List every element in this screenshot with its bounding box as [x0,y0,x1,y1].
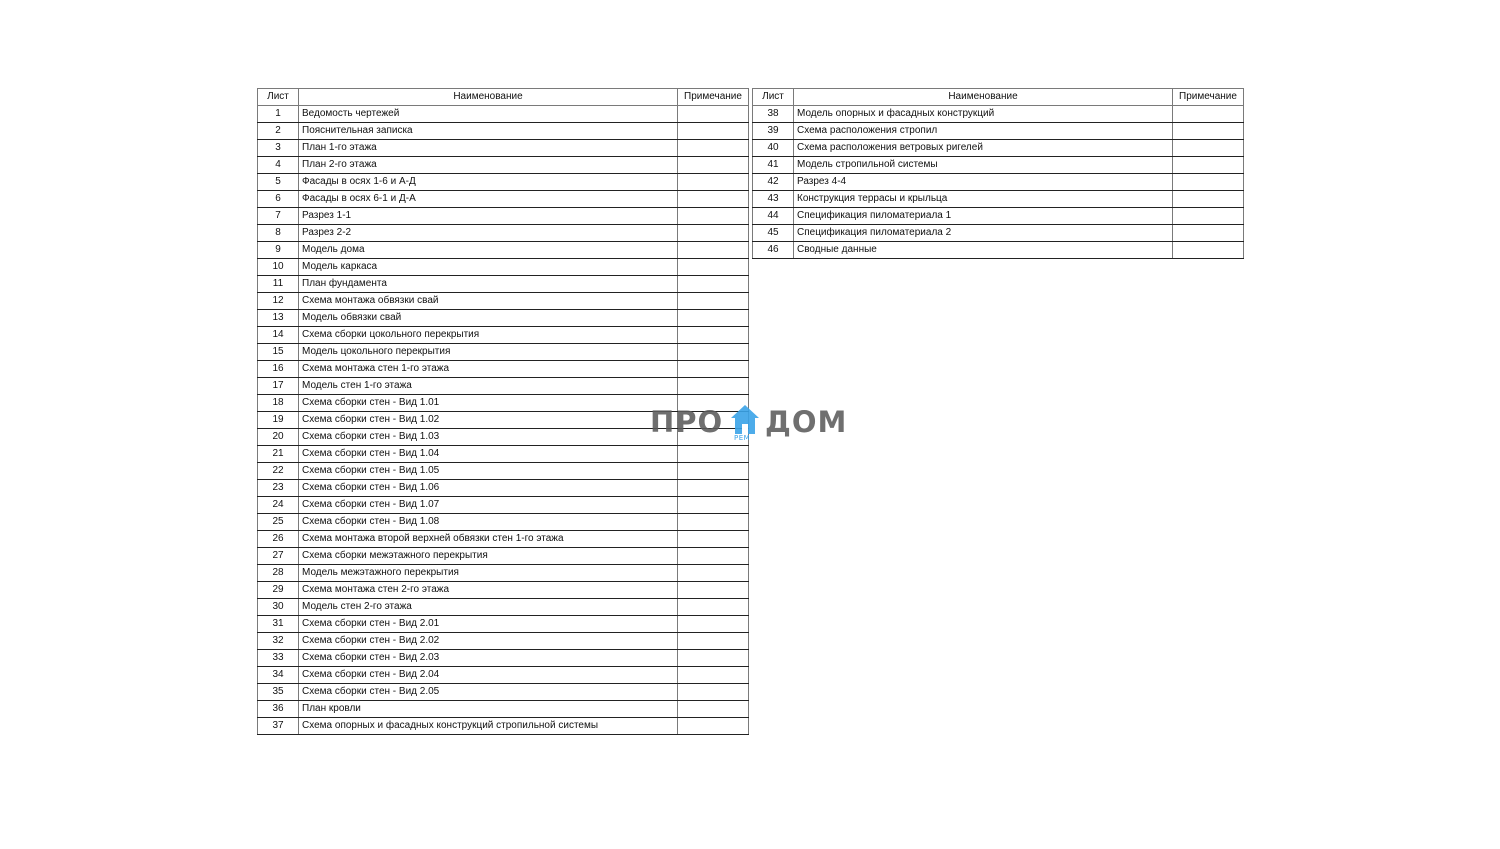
table-row [258,633,749,650]
table-row [258,123,749,140]
table-row [258,344,749,361]
sheet-name-cell: Схема сборки стен - Вид 1.04 [299,446,678,463]
table-row [258,718,749,735]
note-cell [678,463,749,480]
table-row [258,446,749,463]
table-row [258,531,749,548]
note-cell [678,106,749,123]
sheet-number-cell: 19 [258,412,299,429]
sheet-number-cell: 7 [258,208,299,225]
table-row [258,310,749,327]
sheet-name-cell: Схема расположения ветровых ригелей [794,140,1173,157]
sheet-name-cell: План фундамента [299,276,678,293]
sheet-name-cell: Модель стен 2-го этажа [299,599,678,616]
note-cell [678,684,749,701]
note-cell [678,599,749,616]
sheet-number-cell: 44 [753,208,794,225]
watermark-text-right: ДОМ [765,405,848,439]
column-header-name: Наименование [299,89,678,106]
table-row [258,599,749,616]
table-row [258,463,749,480]
sheet-name-cell: Схема сборки стен - Вид 2.05 [299,684,678,701]
note-cell [678,259,749,276]
table-row [258,684,749,701]
sheet-name-cell: Пояснительная записка [299,123,678,140]
sheet-number-cell: 31 [258,616,299,633]
sheet-number-cell: 10 [258,259,299,276]
note-cell [678,361,749,378]
table-row [258,616,749,633]
sheet-name-cell: Схема сборки стен - Вид 1.07 [299,497,678,514]
note-cell [1173,242,1244,259]
sheet-name-cell: План 2-го этажа [299,157,678,174]
sheet-name-cell: План 1-го этажа [299,140,678,157]
watermark-subtext: РЕМ [734,434,751,442]
sheet-name-cell: Схема монтажа второй верхней обвязки стен 1-го этажа [299,531,678,548]
sheet-name-cell: Схема монтажа обвязки свай [299,293,678,310]
note-cell [1173,140,1244,157]
sheet-number-cell: 41 [753,157,794,174]
sheet-name-cell: Схема сборки цокольного перекрытия [299,327,678,344]
sheet-name-cell: Разрез 1-1 [299,208,678,225]
sheet-name-cell: Схема сборки стен - Вид 1.01 [299,395,678,412]
watermark-logo [648,403,850,447]
sheet-number-cell: 27 [258,548,299,565]
sheet-name-cell: Схема сборки межэтажного перекрытия [299,548,678,565]
sheet-number-cell: 34 [258,667,299,684]
sheet-name-cell: Схема монтажа стен 1-го этажа [299,361,678,378]
sheet-number-cell: 17 [258,378,299,395]
column-header-name: Наименование [794,89,1173,106]
sheet-name-cell: Спецификация пиломатериала 1 [794,208,1173,225]
sheet-name-cell: Схема сборки стен - Вид 1.05 [299,463,678,480]
sheet-name-cell: Разрез 4-4 [794,174,1173,191]
table-row [258,191,749,208]
note-cell [1173,208,1244,225]
sheet-name-cell: Модель цокольного перекрытия [299,344,678,361]
table-row [753,174,1244,191]
table-row [753,106,1244,123]
sheet-name-cell: Фасады в осях 1-6 и А-Д [299,174,678,191]
sheet-number-cell: 2 [258,123,299,140]
sheet-name-cell: Схема монтажа стен 2-го этажа [299,582,678,599]
sheet-name-cell: Модель дома [299,242,678,259]
note-cell [1173,157,1244,174]
sheet-name-cell: План кровли [299,701,678,718]
table-row [753,123,1244,140]
table-row [753,191,1244,208]
note-cell [678,531,749,548]
note-cell [1173,225,1244,242]
sheet-name-cell: Модель стропильной системы [794,157,1173,174]
sheet-number-cell: 3 [258,140,299,157]
note-cell [1173,174,1244,191]
sheet-number-cell: 21 [258,446,299,463]
sheet-number-cell: 1 [258,106,299,123]
note-cell [678,276,749,293]
note-cell [678,701,749,718]
table-header-row [258,89,749,106]
drawings-list-table-right [752,88,1244,259]
note-cell [678,157,749,174]
sheet-number-cell: 36 [258,701,299,718]
note-cell [678,548,749,565]
sheet-name-cell: Конструкция террасы и крыльца [794,191,1173,208]
note-cell [678,344,749,361]
sheet-number-cell: 24 [258,497,299,514]
sheet-number-cell: 42 [753,174,794,191]
sheet-number-cell: 38 [753,106,794,123]
sheet-number-cell: 32 [258,633,299,650]
table-row [258,565,749,582]
table-row [258,327,749,344]
sheet-number-cell: 26 [258,531,299,548]
table-row [258,259,749,276]
note-cell [678,616,749,633]
sheet-number-cell: 18 [258,395,299,412]
sheet-name-cell: Модель опорных и фасадных конструкций [794,106,1173,123]
sheet-number-cell: 13 [258,310,299,327]
sheet-name-cell: Схема сборки стен - Вид 2.01 [299,616,678,633]
sheet-number-cell: 43 [753,191,794,208]
sheet-number-cell: 9 [258,242,299,259]
table-row [753,157,1244,174]
sheet-name-cell: Схема сборки стен - Вид 1.02 [299,412,678,429]
sheet-number-cell: 28 [258,565,299,582]
table-row [258,157,749,174]
sheet-name-cell: Разрез 2-2 [299,225,678,242]
sheet-name-cell: Модель каркаса [299,259,678,276]
note-cell [678,174,749,191]
sheet-number-cell: 33 [258,650,299,667]
table-row [258,480,749,497]
note-cell [678,514,749,531]
table-row [258,361,749,378]
table-row [753,208,1244,225]
note-cell [678,208,749,225]
sheet-number-cell: 5 [258,174,299,191]
sheet-number-cell: 23 [258,480,299,497]
sheet-number-cell: 25 [258,514,299,531]
sheet-number-cell: 12 [258,293,299,310]
table-row [753,140,1244,157]
sheet-name-cell: Ведомость чертежей [299,106,678,123]
table-row [258,293,749,310]
note-cell [678,242,749,259]
sheet-number-cell: 35 [258,684,299,701]
sheet-name-cell: Схема сборки стен - Вид 2.02 [299,633,678,650]
sheet-number-cell: 22 [258,463,299,480]
table-row [258,276,749,293]
table-row [258,548,749,565]
sheet-name-cell: Схема опорных и фасадных конструкций стропильной системы [299,718,678,735]
table-row [258,378,749,395]
watermark-text-left: ПРО [650,405,724,439]
sheet-number-cell: 37 [258,718,299,735]
sheet-name-cell: Модель стен 1-го этажа [299,378,678,395]
table-header-row [753,89,1244,106]
note-cell [678,633,749,650]
note-cell [678,497,749,514]
sheet-number-cell: 30 [258,599,299,616]
sheet-number-cell: 29 [258,582,299,599]
sheet-number-cell: 15 [258,344,299,361]
note-cell [678,293,749,310]
sheet-name-cell: Фасады в осях 6-1 и Д-А [299,191,678,208]
sheet-name-cell: Схема расположения стропил [794,123,1173,140]
table-row [258,701,749,718]
table-row [258,497,749,514]
column-header-sheet: Лист [258,89,299,106]
table-row [258,208,749,225]
sheet-number-cell: 16 [258,361,299,378]
note-cell [678,718,749,735]
table-row [258,667,749,684]
sheet-number-cell: 20 [258,429,299,446]
sheet-number-cell: 46 [753,242,794,259]
table-row [258,582,749,599]
note-cell [678,650,749,667]
sheet-number-cell: 39 [753,123,794,140]
table-row [258,514,749,531]
column-header-note: Примечание [1173,89,1244,106]
sheet-name-cell: Модель обвязки свай [299,310,678,327]
sheet-name-cell: Схема сборки стен - Вид 1.08 [299,514,678,531]
sheet-name-cell: Схема сборки стен - Вид 1.06 [299,480,678,497]
sheet-number-cell: 8 [258,225,299,242]
note-cell [678,310,749,327]
note-cell [678,667,749,684]
table-row [258,225,749,242]
note-cell [678,378,749,395]
sheet-number-cell: 4 [258,157,299,174]
note-cell [678,446,749,463]
note-cell [678,565,749,582]
table-row [258,174,749,191]
table-row [753,242,1244,259]
sheet-number-cell: 40 [753,140,794,157]
sheet-number-cell: 45 [753,225,794,242]
column-header-sheet: Лист [753,89,794,106]
note-cell [678,140,749,157]
sheet-name-cell: Схема сборки стен - Вид 2.03 [299,650,678,667]
table-row [258,106,749,123]
sheet-name-cell: Модель межэтажного перекрытия [299,565,678,582]
sheet-number-cell: 11 [258,276,299,293]
sheet-number-cell: 14 [258,327,299,344]
note-cell [1173,123,1244,140]
table-body-right [753,106,1244,259]
sheet-name-cell: Схема сборки стен - Вид 1.03 [299,429,678,446]
note-cell [678,225,749,242]
note-cell [678,327,749,344]
note-cell [678,123,749,140]
note-cell [678,480,749,497]
note-cell [1173,106,1244,123]
sheet-name-cell: Сводные данные [794,242,1173,259]
table-row [258,242,749,259]
table-row [753,225,1244,242]
note-cell [678,582,749,599]
table-row [258,650,749,667]
sheet-name-cell: Схема сборки стен - Вид 2.04 [299,667,678,684]
table-row [258,140,749,157]
sheet-name-cell: Спецификация пиломатериала 2 [794,225,1173,242]
column-header-note: Примечание [678,89,749,106]
note-cell [1173,191,1244,208]
note-cell [678,191,749,208]
sheet-number-cell: 6 [258,191,299,208]
